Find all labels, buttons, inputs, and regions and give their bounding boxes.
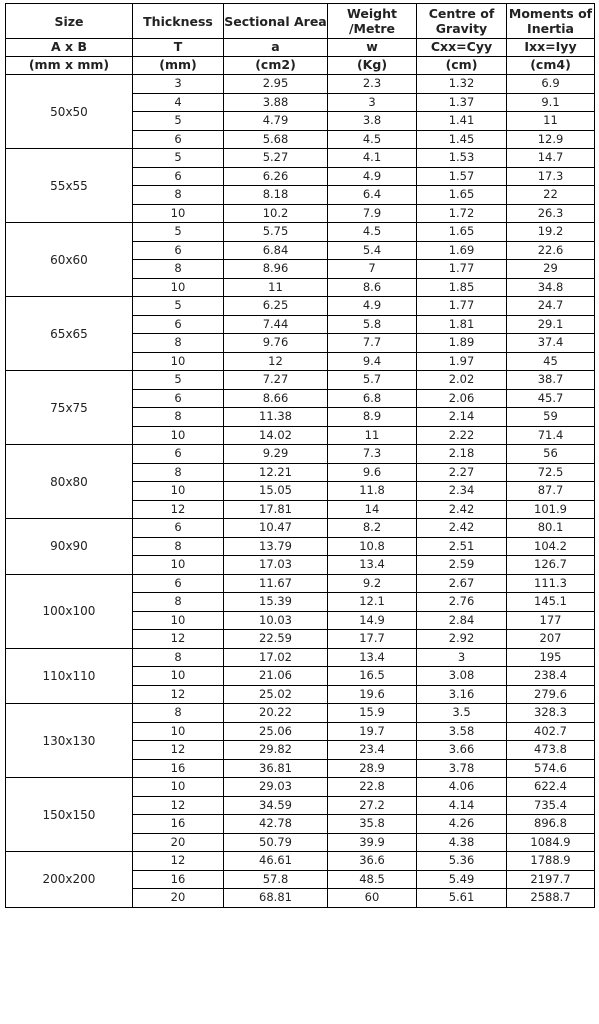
- sectional-area-cell: 7.44: [224, 315, 328, 334]
- centre-of-gravity-cell: 1.32: [417, 75, 507, 94]
- sectional-area-cell: 15.05: [224, 482, 328, 501]
- centre-of-gravity-cell: 1.41: [417, 112, 507, 131]
- thickness-cell: 16: [133, 815, 224, 834]
- moment-of-inertia-cell: 126.7: [507, 556, 595, 575]
- moment-of-inertia-cell: 37.4: [507, 334, 595, 353]
- thickness-cell: 10: [133, 556, 224, 575]
- table-row: [6, 648, 595, 667]
- moment-of-inertia-cell: 45: [507, 352, 595, 371]
- sectional-area-cell: 15.39: [224, 593, 328, 612]
- sectional-area-cell: 11.67: [224, 574, 328, 593]
- weight-cell: 19.6: [328, 685, 417, 704]
- centre-of-gravity-cell: 3.08: [417, 667, 507, 686]
- table-body: [6, 75, 595, 908]
- weight-cell: 15.9: [328, 704, 417, 723]
- table-row: [6, 297, 595, 316]
- moment-of-inertia-cell: 104.2: [507, 537, 595, 556]
- centre-of-gravity-cell: 2.76: [417, 593, 507, 612]
- angle-section-table: [5, 3, 595, 908]
- moment-of-inertia-cell: 38.7: [507, 371, 595, 390]
- centre-of-gravity-cell: 1.77: [417, 297, 507, 316]
- centre-of-gravity-cell: 3.58: [417, 722, 507, 741]
- symbol-weight: w: [328, 39, 417, 57]
- unit-thickness: (mm): [133, 57, 224, 75]
- thickness-cell: 8: [133, 408, 224, 427]
- sectional-area-cell: 22.59: [224, 630, 328, 649]
- weight-cell: 16.5: [328, 667, 417, 686]
- table-container: [5, 3, 595, 908]
- moment-of-inertia-cell: 71.4: [507, 426, 595, 445]
- sectional-area-cell: 14.02: [224, 426, 328, 445]
- thickness-cell: 10: [133, 778, 224, 797]
- weight-cell: 9.2: [328, 574, 417, 593]
- thickness-cell: 20: [133, 889, 224, 908]
- thickness-cell: 10: [133, 667, 224, 686]
- moment-of-inertia-cell: 207: [507, 630, 595, 649]
- moment-of-inertia-cell: 1084.9: [507, 833, 595, 852]
- centre-of-gravity-cell: 1.53: [417, 149, 507, 168]
- centre-of-gravity-cell: 2.02: [417, 371, 507, 390]
- thickness-cell: 16: [133, 870, 224, 889]
- centre-of-gravity-cell: 1.85: [417, 278, 507, 297]
- weight-cell: 13.4: [328, 648, 417, 667]
- moment-of-inertia-cell: 9.1: [507, 93, 595, 112]
- thickness-cell: 6: [133, 130, 224, 149]
- centre-of-gravity-cell: 2.34: [417, 482, 507, 501]
- moment-of-inertia-cell: 111.3: [507, 574, 595, 593]
- thickness-cell: 8: [133, 648, 224, 667]
- weight-cell: 4.5: [328, 223, 417, 242]
- moment-of-inertia-cell: 2588.7: [507, 889, 595, 908]
- sectional-area-cell: 12: [224, 352, 328, 371]
- moment-of-inertia-cell: 11: [507, 112, 595, 131]
- thickness-cell: 12: [133, 500, 224, 519]
- centre-of-gravity-cell: 5.49: [417, 870, 507, 889]
- header-row-symbols: [6, 39, 595, 57]
- thickness-cell: 10: [133, 611, 224, 630]
- sectional-area-cell: 21.06: [224, 667, 328, 686]
- table-header: [6, 4, 595, 75]
- sectional-area-cell: 3.88: [224, 93, 328, 112]
- thickness-cell: 10: [133, 426, 224, 445]
- weight-cell: 2.3: [328, 75, 417, 94]
- weight-cell: 8.6: [328, 278, 417, 297]
- centre-of-gravity-cell: 2.27: [417, 463, 507, 482]
- thickness-cell: 5: [133, 112, 224, 131]
- centre-of-gravity-cell: 3: [417, 648, 507, 667]
- moment-of-inertia-cell: 195: [507, 648, 595, 667]
- weight-cell: 14: [328, 500, 417, 519]
- thickness-cell: 6: [133, 389, 224, 408]
- unit-weight: (Kg): [328, 57, 417, 75]
- centre-of-gravity-cell: 2.22: [417, 426, 507, 445]
- sectional-area-cell: 5.75: [224, 223, 328, 242]
- weight-cell: 9.6: [328, 463, 417, 482]
- moment-of-inertia-cell: 735.4: [507, 796, 595, 815]
- sectional-area-cell: 9.76: [224, 334, 328, 353]
- moment-of-inertia-cell: 72.5: [507, 463, 595, 482]
- weight-cell: 7.9: [328, 204, 417, 223]
- sectional-area-cell: 68.81: [224, 889, 328, 908]
- sectional-area-cell: 12.21: [224, 463, 328, 482]
- unit-size: (mm x mm): [6, 57, 133, 75]
- header-sectional-area: Sectional Area: [224, 4, 328, 39]
- weight-cell: 27.2: [328, 796, 417, 815]
- weight-cell: 7.7: [328, 334, 417, 353]
- weight-cell: 12.1: [328, 593, 417, 612]
- weight-cell: 11: [328, 426, 417, 445]
- thickness-cell: 8: [133, 704, 224, 723]
- unit-centre-of-gravity: (cm): [417, 57, 507, 75]
- size-cell: 90x90: [6, 519, 133, 575]
- size-cell: 65x65: [6, 297, 133, 371]
- centre-of-gravity-cell: 2.06: [417, 389, 507, 408]
- symbol-thickness: T: [133, 39, 224, 57]
- moment-of-inertia-cell: 56: [507, 445, 595, 464]
- weight-cell: 4.1: [328, 149, 417, 168]
- thickness-cell: 12: [133, 741, 224, 760]
- sectional-area-cell: 8.66: [224, 389, 328, 408]
- sectional-area-cell: 10.2: [224, 204, 328, 223]
- moment-of-inertia-cell: 238.4: [507, 667, 595, 686]
- thickness-cell: 8: [133, 537, 224, 556]
- symbol-sectional-area: a: [224, 39, 328, 57]
- thickness-cell: 10: [133, 204, 224, 223]
- weight-cell: 14.9: [328, 611, 417, 630]
- thickness-cell: 6: [133, 315, 224, 334]
- table-row: [6, 852, 595, 871]
- thickness-cell: 8: [133, 334, 224, 353]
- moment-of-inertia-cell: 574.6: [507, 759, 595, 778]
- moment-of-inertia-cell: 328.3: [507, 704, 595, 723]
- moment-of-inertia-cell: 402.7: [507, 722, 595, 741]
- sectional-area-cell: 34.59: [224, 796, 328, 815]
- sectional-area-cell: 17.81: [224, 500, 328, 519]
- thickness-cell: 8: [133, 186, 224, 205]
- moment-of-inertia-cell: 1788.9: [507, 852, 595, 871]
- size-cell: 55x55: [6, 149, 133, 223]
- sectional-area-cell: 50.79: [224, 833, 328, 852]
- moment-of-inertia-cell: 896.8: [507, 815, 595, 834]
- weight-cell: 4.9: [328, 297, 417, 316]
- header-row-titles: [6, 4, 595, 39]
- moment-of-inertia-cell: 22.6: [507, 241, 595, 260]
- moment-of-inertia-cell: 26.3: [507, 204, 595, 223]
- sectional-area-cell: 4.79: [224, 112, 328, 131]
- centre-of-gravity-cell: 2.51: [417, 537, 507, 556]
- thickness-cell: 10: [133, 352, 224, 371]
- sectional-area-cell: 46.61: [224, 852, 328, 871]
- sectional-area-cell: 17.02: [224, 648, 328, 667]
- thickness-cell: 5: [133, 149, 224, 168]
- weight-cell: 4.5: [328, 130, 417, 149]
- table-row: [6, 149, 595, 168]
- thickness-cell: 16: [133, 759, 224, 778]
- sectional-area-cell: 20.22: [224, 704, 328, 723]
- centre-of-gravity-cell: 1.72: [417, 204, 507, 223]
- size-cell: 75x75: [6, 371, 133, 445]
- sectional-area-cell: 17.03: [224, 556, 328, 575]
- header-size: Size: [6, 4, 133, 39]
- centre-of-gravity-cell: 1.57: [417, 167, 507, 186]
- moment-of-inertia-cell: 29.1: [507, 315, 595, 334]
- thickness-cell: 10: [133, 722, 224, 741]
- table-row: [6, 519, 595, 538]
- header-moments-of-inertia: Moments of Inertia: [507, 4, 595, 39]
- centre-of-gravity-cell: 1.97: [417, 352, 507, 371]
- thickness-cell: 10: [133, 482, 224, 501]
- sectional-area-cell: 13.79: [224, 537, 328, 556]
- sectional-area-cell: 9.29: [224, 445, 328, 464]
- weight-cell: 39.9: [328, 833, 417, 852]
- thickness-cell: 8: [133, 593, 224, 612]
- moment-of-inertia-cell: 17.3: [507, 167, 595, 186]
- header-thickness: Thickness: [133, 4, 224, 39]
- sectional-area-cell: 29.03: [224, 778, 328, 797]
- symbol-moments-of-inertia: Ixx=Iyy: [507, 39, 595, 57]
- moment-of-inertia-cell: 87.7: [507, 482, 595, 501]
- table-row: [6, 574, 595, 593]
- thickness-cell: 8: [133, 463, 224, 482]
- centre-of-gravity-cell: 2.67: [417, 574, 507, 593]
- moment-of-inertia-cell: 29: [507, 260, 595, 279]
- moment-of-inertia-cell: 59: [507, 408, 595, 427]
- centre-of-gravity-cell: 4.26: [417, 815, 507, 834]
- thickness-cell: 10: [133, 278, 224, 297]
- size-cell: 200x200: [6, 852, 133, 908]
- thickness-cell: 20: [133, 833, 224, 852]
- moment-of-inertia-cell: 22: [507, 186, 595, 205]
- centre-of-gravity-cell: 5.36: [417, 852, 507, 871]
- sectional-area-cell: 25.06: [224, 722, 328, 741]
- centre-of-gravity-cell: 3.5: [417, 704, 507, 723]
- centre-of-gravity-cell: 2.92: [417, 630, 507, 649]
- thickness-cell: 5: [133, 297, 224, 316]
- moment-of-inertia-cell: 34.8: [507, 278, 595, 297]
- table-row: [6, 223, 595, 242]
- thickness-cell: 5: [133, 371, 224, 390]
- thickness-cell: 6: [133, 241, 224, 260]
- centre-of-gravity-cell: 1.77: [417, 260, 507, 279]
- weight-cell: 60: [328, 889, 417, 908]
- size-cell: 100x100: [6, 574, 133, 648]
- centre-of-gravity-cell: 2.42: [417, 519, 507, 538]
- centre-of-gravity-cell: 5.61: [417, 889, 507, 908]
- sectional-area-cell: 10.03: [224, 611, 328, 630]
- header-row-units: [6, 57, 595, 75]
- weight-cell: 7: [328, 260, 417, 279]
- sectional-area-cell: 5.27: [224, 149, 328, 168]
- moment-of-inertia-cell: 473.8: [507, 741, 595, 760]
- thickness-cell: 6: [133, 519, 224, 538]
- table-row: [6, 371, 595, 390]
- weight-cell: 28.9: [328, 759, 417, 778]
- weight-cell: 23.4: [328, 741, 417, 760]
- weight-cell: 19.7: [328, 722, 417, 741]
- weight-cell: 3: [328, 93, 417, 112]
- thickness-cell: 12: [133, 852, 224, 871]
- sectional-area-cell: 6.84: [224, 241, 328, 260]
- moment-of-inertia-cell: 145.1: [507, 593, 595, 612]
- sectional-area-cell: 6.26: [224, 167, 328, 186]
- table-row: [6, 445, 595, 464]
- thickness-cell: 3: [133, 75, 224, 94]
- centre-of-gravity-cell: 2.18: [417, 445, 507, 464]
- sectional-area-cell: 42.78: [224, 815, 328, 834]
- weight-cell: 5.7: [328, 371, 417, 390]
- thickness-cell: 5: [133, 223, 224, 242]
- weight-cell: 10.8: [328, 537, 417, 556]
- symbol-centre-of-gravity: Cxx=Cyy: [417, 39, 507, 57]
- weight-cell: 9.4: [328, 352, 417, 371]
- sectional-area-cell: 29.82: [224, 741, 328, 760]
- thickness-cell: 6: [133, 167, 224, 186]
- thickness-cell: 12: [133, 685, 224, 704]
- weight-cell: 13.4: [328, 556, 417, 575]
- weight-cell: 48.5: [328, 870, 417, 889]
- moment-of-inertia-cell: 12.9: [507, 130, 595, 149]
- weight-cell: 5.4: [328, 241, 417, 260]
- thickness-cell: 12: [133, 630, 224, 649]
- size-cell: 130x130: [6, 704, 133, 778]
- sectional-area-cell: 8.96: [224, 260, 328, 279]
- weight-cell: 35.8: [328, 815, 417, 834]
- weight-cell: 5.8: [328, 315, 417, 334]
- centre-of-gravity-cell: 2.59: [417, 556, 507, 575]
- size-cell: 60x60: [6, 223, 133, 297]
- header-centre-of-gravity: Centre of Gravity: [417, 4, 507, 39]
- moment-of-inertia-cell: 2197.7: [507, 870, 595, 889]
- unit-moments-of-inertia: (cm4): [507, 57, 595, 75]
- centre-of-gravity-cell: 4.38: [417, 833, 507, 852]
- weight-cell: 7.3: [328, 445, 417, 464]
- size-cell: 150x150: [6, 778, 133, 852]
- sectional-area-cell: 11.38: [224, 408, 328, 427]
- centre-of-gravity-cell: 2.42: [417, 500, 507, 519]
- weight-cell: 8.9: [328, 408, 417, 427]
- moment-of-inertia-cell: 101.9: [507, 500, 595, 519]
- sectional-area-cell: 10.47: [224, 519, 328, 538]
- thickness-cell: 8: [133, 260, 224, 279]
- centre-of-gravity-cell: 1.37: [417, 93, 507, 112]
- centre-of-gravity-cell: 4.06: [417, 778, 507, 797]
- weight-cell: 4.9: [328, 167, 417, 186]
- centre-of-gravity-cell: 1.45: [417, 130, 507, 149]
- centre-of-gravity-cell: 1.89: [417, 334, 507, 353]
- centre-of-gravity-cell: 2.84: [417, 611, 507, 630]
- sectional-area-cell: 7.27: [224, 371, 328, 390]
- sectional-area-cell: 5.68: [224, 130, 328, 149]
- centre-of-gravity-cell: 2.14: [417, 408, 507, 427]
- thickness-cell: 6: [133, 445, 224, 464]
- weight-cell: 17.7: [328, 630, 417, 649]
- sectional-area-cell: 8.18: [224, 186, 328, 205]
- weight-cell: 6.4: [328, 186, 417, 205]
- moment-of-inertia-cell: 80.1: [507, 519, 595, 538]
- sectional-area-cell: 6.25: [224, 297, 328, 316]
- moment-of-inertia-cell: 279.6: [507, 685, 595, 704]
- thickness-cell: 4: [133, 93, 224, 112]
- sectional-area-cell: 57.8: [224, 870, 328, 889]
- symbol-size: A x B: [6, 39, 133, 57]
- centre-of-gravity-cell: 4.14: [417, 796, 507, 815]
- weight-cell: 11.8: [328, 482, 417, 501]
- moment-of-inertia-cell: 19.2: [507, 223, 595, 242]
- size-cell: 110x110: [6, 648, 133, 704]
- table-row: [6, 778, 595, 797]
- sectional-area-cell: 36.81: [224, 759, 328, 778]
- sectional-area-cell: 2.95: [224, 75, 328, 94]
- centre-of-gravity-cell: 1.65: [417, 186, 507, 205]
- centre-of-gravity-cell: 3.78: [417, 759, 507, 778]
- moment-of-inertia-cell: 177: [507, 611, 595, 630]
- unit-sectional-area: (cm2): [224, 57, 328, 75]
- weight-cell: 3.8: [328, 112, 417, 131]
- centre-of-gravity-cell: 1.65: [417, 223, 507, 242]
- table-row: [6, 704, 595, 723]
- centre-of-gravity-cell: 3.66: [417, 741, 507, 760]
- table-row: [6, 75, 595, 94]
- moment-of-inertia-cell: 24.7: [507, 297, 595, 316]
- moment-of-inertia-cell: 14.7: [507, 149, 595, 168]
- sectional-area-cell: 11: [224, 278, 328, 297]
- centre-of-gravity-cell: 1.81: [417, 315, 507, 334]
- weight-cell: 22.8: [328, 778, 417, 797]
- moment-of-inertia-cell: 45.7: [507, 389, 595, 408]
- weight-cell: 6.8: [328, 389, 417, 408]
- moment-of-inertia-cell: 622.4: [507, 778, 595, 797]
- size-cell: 80x80: [6, 445, 133, 519]
- moment-of-inertia-cell: 6.9: [507, 75, 595, 94]
- sectional-area-cell: 25.02: [224, 685, 328, 704]
- size-cell: 50x50: [6, 75, 133, 149]
- centre-of-gravity-cell: 1.69: [417, 241, 507, 260]
- weight-cell: 36.6: [328, 852, 417, 871]
- thickness-cell: 6: [133, 574, 224, 593]
- header-weight-per-metre: Weight /Metre: [328, 4, 417, 39]
- thickness-cell: 12: [133, 796, 224, 815]
- weight-cell: 8.2: [328, 519, 417, 538]
- centre-of-gravity-cell: 3.16: [417, 685, 507, 704]
